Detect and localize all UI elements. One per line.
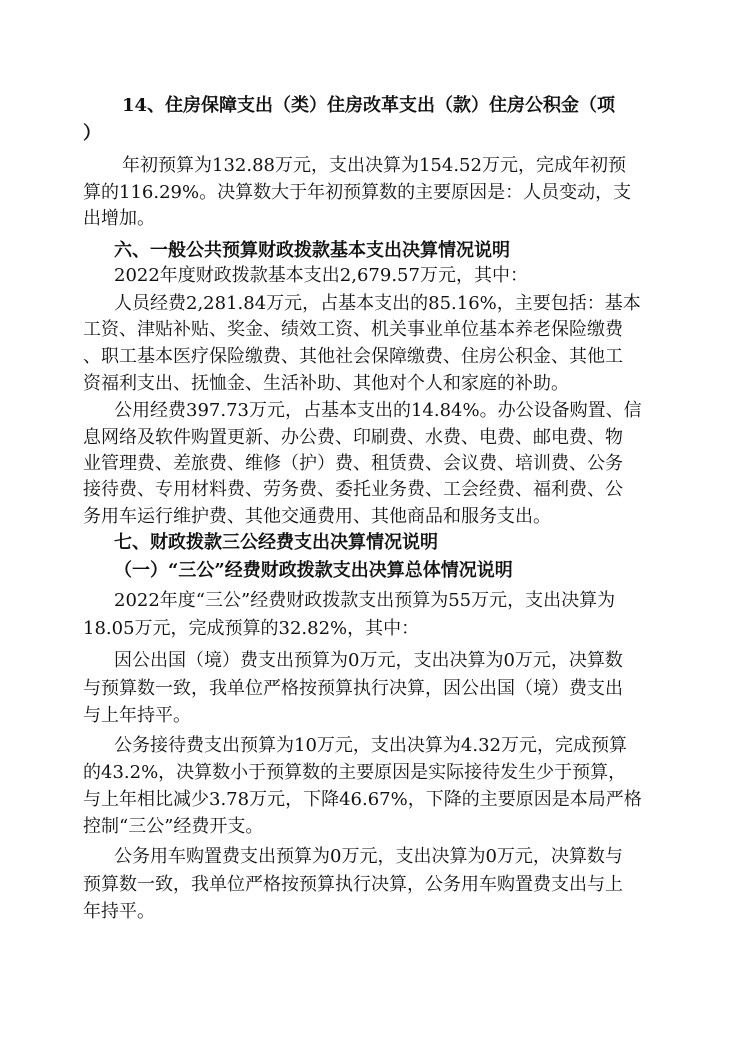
paragraph-line: 与上年持平。 (83, 705, 191, 726)
section6-heading: 六、一般公共预算财政拨款基本支出决算情况说明 (114, 240, 510, 261)
paragraph-line: 控制“三公”经费开支。 (83, 816, 264, 837)
paragraph-line: 出增加。 (83, 208, 155, 229)
paragraph-line: 接待费、专用材料费、劳务费、委托业务费、工会经费、福利费、公 (83, 479, 623, 500)
paragraph-line: 年持平。 (83, 901, 155, 922)
paragraph-line: 年初预算为132.88万元，支出决算为154.52万元，完成年初预 (122, 155, 626, 176)
paragraph-line: 人员经费2,281.84万元，占基本支出的85.16%，主要包括：基本 (114, 293, 641, 314)
paragraph-line: 息网络及软件购置更新、办公费、印刷费、水费、电费、邮电费、物 (83, 427, 623, 448)
paragraph-line: 2022年度“三公”经费财政拨款支出预算为55万元，支出决算为 (114, 590, 616, 611)
paragraph-line: 的43.2%，决算数小于预算数的主要原因是实际接待发生少于预算， (83, 762, 627, 783)
paragraph-line: 公务接待费支出预算为10万元，支出决算为4.32万元，完成预算 (114, 735, 627, 756)
paragraph-line: 工资、津贴补贴、奖金、绩效工资、机关事业单位基本养老保险缴费 (83, 319, 623, 340)
paragraph-line: 、职工基本医疗保险缴费、其他社会保障缴费、住房公积金、其他工 (83, 346, 623, 367)
section7-subheading: （一）“三公”经费财政拨款支出决算总体情况说明 (114, 560, 513, 581)
paragraph-line: 与上年相比减少3.78万元，下降46.67%，下降的主要原因是本局严格 (83, 789, 642, 810)
paragraph-line: 与预算数一致，我单位严格按预算执行决算，因公出国（境）费支出 (83, 678, 623, 699)
paragraph-line: 预算数一致，我单位严格按预算执行决算，公务用车购置费支出与上 (83, 874, 623, 895)
paragraph-line: 务用车运行维护费、其他交通费用、其他商品和服务支出。 (83, 506, 551, 527)
paragraph-line: 公用经费397.73万元，占基本支出的14.84%。办公设备购置、信 (114, 400, 642, 421)
paragraph-line: 因公出国（境）费支出预算为0万元，支出决算为0万元，决算数 (114, 650, 623, 671)
paragraph-line: 资福利支出、抚恤金、生活补助、其他对个人和家庭的补助。 (83, 373, 569, 394)
section7-heading: 七、财政拨款三公经费支出决算情况说明 (114, 532, 438, 553)
paragraph-line: 业管理费、差旅费、维修（护）费、租赁费、会议费、培训费、公务 (83, 453, 623, 474)
section14-heading-cont: ） (83, 123, 101, 144)
paragraph-line: 18.05万元，完成预算的32.82%，其中： (83, 618, 420, 639)
paragraph-line: 公务用车购置费支出预算为0万元，支出决算为0万元，决算数与 (114, 846, 623, 867)
section14-heading: 14、住房保障支出（类）住房改革支出（款）住房公积金（项 (122, 95, 616, 116)
paragraph-line: 2022年度财政拨款基本支出2,679.57万元，其中： (114, 265, 528, 286)
paragraph-line: 算的116.29%。决算数大于年初预算数的主要原因是：人员变动，支 (83, 182, 632, 203)
